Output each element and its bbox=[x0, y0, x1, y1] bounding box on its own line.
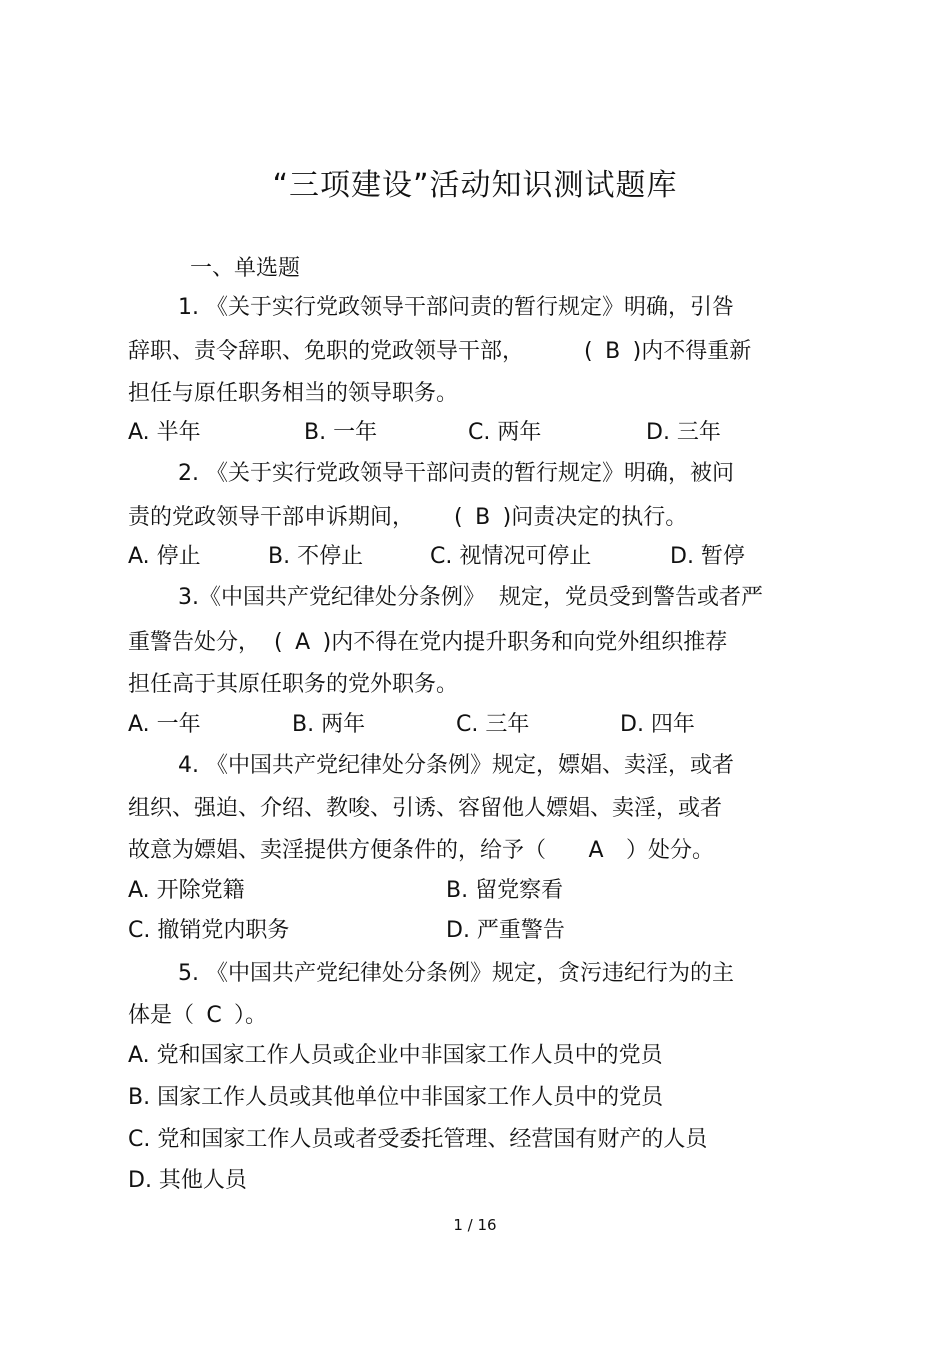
option-1a: A. 半年 bbox=[128, 420, 201, 445]
answer-5: C bbox=[206, 1003, 222, 1028]
question-1-line-1: 1. 《关于实行党政领导干部问责的暂行规定》明确，引咎 bbox=[178, 295, 734, 320]
option-3b: B. 两年 bbox=[292, 712, 366, 737]
option-2d: D. 暂停 bbox=[670, 544, 745, 569]
question-3-line-3: 担任高于其原任职务的党外职务。 bbox=[128, 672, 459, 697]
section-heading: 一、单选题 bbox=[190, 256, 301, 281]
option-2b: B. 不停止 bbox=[268, 544, 364, 569]
answer-2: B bbox=[475, 505, 491, 530]
question-3-line-1: 3.《中国共产党纪律处分条例》 规定，党员受到警告或者严 bbox=[178, 585, 763, 610]
option-4c: C. 撤销党内职务 bbox=[128, 918, 290, 943]
option-3a: A. 一年 bbox=[128, 712, 201, 737]
question-4-line-2: 组织、强迫、介绍、教唆、引诱、容留他人嫖娼、卖淫，或者 bbox=[128, 796, 723, 821]
document-title: “三项建设”活动知识测试题库 bbox=[272, 168, 678, 203]
answer-4: A bbox=[588, 838, 604, 863]
question-4-line-1: 4. 《中国共产党纪律处分条例》规定，嫖娼、卖淫，或者 bbox=[178, 753, 734, 778]
question-5-line-1: 5. 《中国共产党纪律处分条例》规定，贪污违纪行为的主 bbox=[178, 961, 734, 986]
option-5c: C. 党和国家工作人员或者受委托管理、经营国有财产的人员 bbox=[128, 1127, 708, 1152]
question-2-line-2: 责的党政领导干部申诉期间， ( B )问责决定的执行。 bbox=[128, 503, 687, 533]
option-3d: D. 四年 bbox=[620, 712, 695, 737]
option-1c: C. 两年 bbox=[468, 420, 542, 445]
question-2-line-1: 2. 《关于实行党政领导干部问责的暂行规定》明确，被问 bbox=[178, 461, 734, 486]
option-2c: C. 视情况可停止 bbox=[430, 544, 592, 569]
option-4d: D. 严重警告 bbox=[446, 918, 565, 943]
option-5a: A. 党和国家工作人员或企业中非国家工作人员中的党员 bbox=[128, 1043, 663, 1068]
answer-3: A bbox=[295, 630, 311, 655]
option-4a: A. 开除党籍 bbox=[128, 878, 245, 903]
option-5b: B. 国家工作人员或其他单位中非国家工作人员中的党员 bbox=[128, 1085, 664, 1110]
question-1-line-2: 辞职、责令辞职、免职的党政领导干部， ( B )内不得重新 bbox=[128, 337, 751, 367]
option-2a: A. 停止 bbox=[128, 544, 201, 569]
question-5-line-2: 体是（ C ）。 bbox=[128, 1001, 267, 1031]
question-4-line-3: 故意为嫖娼、卖淫提供方便条件的，给予（ A ）处分。 bbox=[128, 836, 714, 866]
page-number: 1 / 16 bbox=[453, 1216, 497, 1234]
option-1d: D. 三年 bbox=[646, 420, 721, 445]
question-3-line-2: 重警告处分， ( A )内不得在党内提升职务和向党外组织推荐 bbox=[128, 628, 727, 658]
option-3c: C. 三年 bbox=[456, 712, 530, 737]
question-1-line-3: 担任与原任职务相当的领导职务。 bbox=[128, 381, 459, 406]
option-5d: D. 其他人员 bbox=[128, 1168, 247, 1193]
answer-1: B bbox=[605, 339, 621, 364]
option-4b: B. 留党察看 bbox=[446, 878, 564, 903]
option-1b: B. 一年 bbox=[304, 420, 378, 445]
